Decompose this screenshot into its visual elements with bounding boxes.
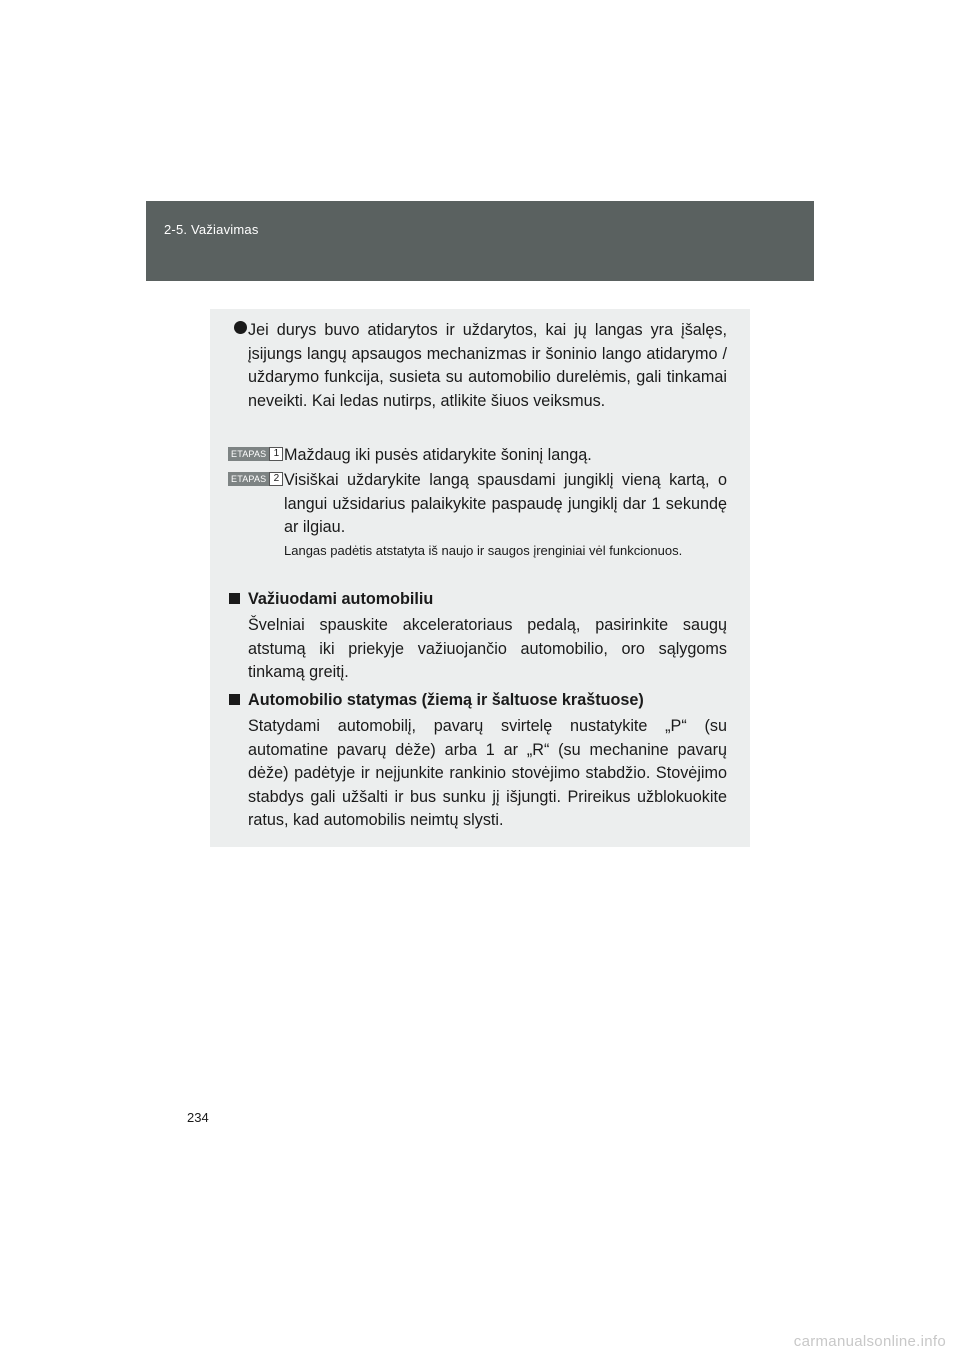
step-badge-label: ETAPAS [228,447,269,461]
step-2-text: Visiškai uždarykite langą spausdami jungiklį vieną kartą, o langui užsidarius palaikykite paspaudę jungiklį dar 1 sekundę ar ilgiau. [284,471,727,536]
section-body: Švelniai spauskite akceleratoriaus pedalą, pasirinkite saugų atstumą iki priekyje važiuojančio automobilio, oro sąlygoms tinkamą greitį. [248,616,727,681]
step-badge-number: 2 [269,472,283,486]
section-header-bar [146,201,814,281]
step-1-text: Maždaug iki pusės atidarykite šoninį langą. [284,446,592,464]
step-badge-number: 1 [269,447,283,461]
section-body: Statydami automobilį, pavarų svirtelę nustatykite „P“ (su automatine pavarų dėže) arba 1 ar „R“ (su mechanine pavarų dėže) padėtyje ir neįjunkite rankinio stovėjimo stabdžio. Stovėjimo stabdys gali užšalti ir bus sunku jį išjungti. Prireikus užblokuokite ratus, kad automobilis neimtų slysti. [248,717,727,829]
bullet-dot-icon [234,321,247,334]
watermark: carmanualsonline.info [793,1333,946,1350]
section-square-icon [229,593,240,604]
step-badge-2 [228,472,283,486]
section-heading: Automobilio statymas (žiemą ir šaltuose kraštuose) [248,691,644,709]
step-badge-1 [228,447,283,461]
page-number: 234 [187,1110,209,1125]
section-title: 2-5. Važiavimas [164,222,259,237]
section-heading: Važiuodami automobiliu [248,590,434,608]
step-badge-label: ETAPAS [228,472,269,486]
step-2-note: Langas padėtis atstatyta iš naujo ir saugos įrenginiai vėl funkcionuos. [284,543,683,558]
section-square-icon [229,694,240,705]
bullet-text: Jei durys buvo atidarytos ir uždarytos, kai jų langas yra įšalęs, įsijungs langų apsaugos mechanizmas ir šoninio lango atidarymo / uždarymo funkcija, susieta su automobilio durelėmis, gali tinkamai neveikti. Kai ledas nutirps, atlikite šiuos veiksmus. [248,321,727,410]
